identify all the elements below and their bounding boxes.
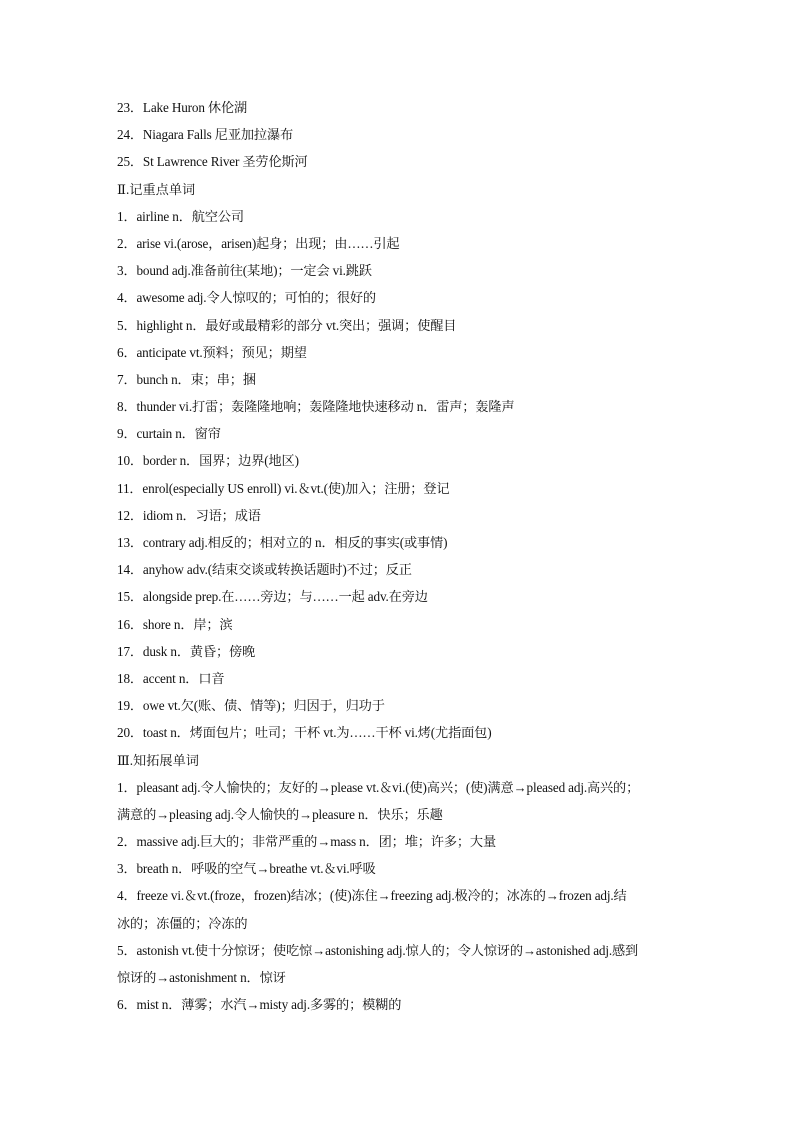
section-heading: Ⅱ.记重点单词 — [117, 181, 196, 197]
vocabulary-list — [117, 94, 683, 1018]
list-item: 6．mist n．薄雾；水汽→misty adj.多雾的；模糊的 — [117, 997, 402, 1013]
list-item: 2．massive adj.巨大的；非常严重的→mass n．团；堆；许多；大量 — [117, 834, 496, 850]
list-item-continuation: 满意的→pleasing adj.令人愉快的→pleasure n．快乐；乐趣 — [117, 806, 443, 822]
list-item: 5．astonish vt.使十分惊讶；使吃惊→astonishing adj.惊人的；令人惊讶的→astonished adj.感到 — [117, 942, 639, 958]
list-item-continuation: 冰的；冻僵的；冷冻的 — [117, 915, 248, 931]
list-item: 6．anticipate vt.预料；预见；期望 — [117, 344, 307, 360]
list-item: 4．awesome adj.令人惊叹的；可怕的；很好的 — [117, 290, 376, 306]
list-item: 10．border n．国界；边界(地区) — [117, 453, 299, 469]
list-item: 3．bound adj.准备前往(某地)；一定会 vi.跳跃 — [117, 263, 372, 279]
list-item: 9．curtain n．窗帘 — [117, 426, 221, 442]
list-item: 4．freeze vi.＆vt.(froze，frozen)结冰；(使)冻住→freezing adj.极冷的；冰冻的→frozen adj.结 — [117, 888, 627, 904]
list-item: 13．contrary adj.相反的；相对立的 n．相反的事实(或事情) — [117, 535, 448, 550]
list-item: 2．arise vi.(arose，arisen)起身；出现；由……引起 — [117, 235, 400, 251]
list-item: 1．pleasant adj.令人愉快的；友好的→please vt.＆vi.(使)高兴；(使)满意→pleased adj.高兴的； — [117, 779, 640, 795]
list-item: 3．breath n．呼吸的空气→breathe vt.＆vi.呼吸 — [117, 861, 376, 877]
list-item: 12．idiom n．习语；成语 — [117, 507, 261, 523]
list-item: 18．accent n．口音 — [117, 670, 225, 686]
list-item: 7．bunch n．束；串；捆 — [117, 371, 256, 387]
list-item: 17．dusk n．黄昏；傍晚 — [117, 643, 256, 659]
list-item-continuation: 惊讶的→astonishment n．惊讶 — [117, 970, 286, 985]
section-heading: Ⅲ.知拓展单词 — [117, 752, 199, 768]
list-item: 23．Lake Huron 休伦湖 — [117, 100, 248, 115]
list-item: 11．enrol(especially US enroll) vi.＆vt.(使)加入；注册；登记 — [117, 480, 450, 496]
list-item: 1．airline n．航空公司 — [117, 208, 244, 224]
list-item: 5．highlight n．最好或最精彩的部分 vt.突出；强调；使醒目 — [117, 317, 457, 333]
list-item: 25．St Lawrence River 圣劳伦斯河 — [117, 154, 308, 170]
list-item: 20．toast n．烤面包片；吐司；干杯 vt.为……干杯 vi.烤(尤指面包) — [117, 725, 492, 741]
list-item: 24．Niagara Falls 尼亚加拉瀑布 — [117, 127, 294, 143]
list-item: 8．thunder vi.打雷；轰隆隆地响；轰隆隆地快速移动 n．雷声；轰隆声 — [117, 399, 515, 415]
list-item: 15．alongside prep.在……旁边；与……一起 adv.在旁边 — [117, 589, 428, 605]
list-item: 16．shore n．岸；滨 — [117, 616, 233, 632]
list-item: 14．anyhow adv.(结束交谈或转换话题时)不过；反正 — [117, 562, 412, 578]
list-item: 19．owe vt.欠(账、债、情等)；归因于，归功于 — [117, 698, 385, 714]
